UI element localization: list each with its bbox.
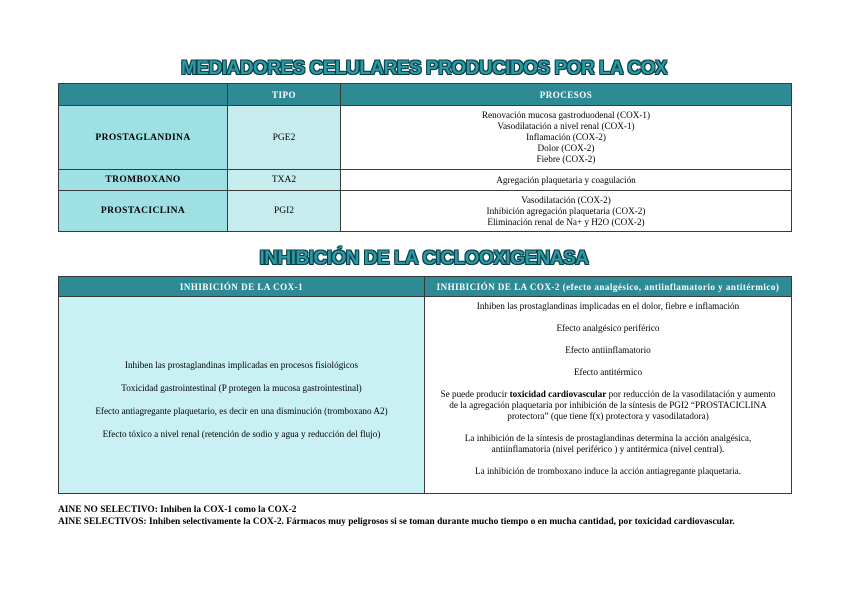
cox2-cell <box>425 297 792 494</box>
row-tipo: PGE2 <box>228 106 341 170</box>
header-cox1: INHIBICIÓN DE LA COX-1 <box>59 277 425 297</box>
proceso-line: Vasodilatación (COX-2) <box>521 194 611 205</box>
cox1-line: Toxicidad gastrointestinal (P protegen la mucosa gastrointestinal) <box>121 383 362 393</box>
footer-label: AINE SELECTIVOS <box>58 517 144 527</box>
table-row <box>59 297 792 494</box>
row-procesos <box>341 106 792 170</box>
table-row <box>59 106 792 170</box>
proceso-line: Eliminación renal de Na+ y H2O (COX-2) <box>487 216 645 227</box>
cox1-cell <box>59 297 425 494</box>
cox2-text: Se puede producir <box>440 389 510 399</box>
row-category: TROMBOXANO <box>59 170 228 191</box>
row-procesos <box>341 170 792 191</box>
footer-text: : Inhiben selectivamente la COX-2. Fármacos muy peligrosos si se toman durante mucho tiempo o en mucha cantidad, por toxicidad cardiovascular. <box>143 517 735 527</box>
proceso-line: Inhibición agregación plaquetaria (COX-2) <box>486 205 646 216</box>
section-title: INHIBICIÓN DE LA CICLOOXIGENASA <box>259 248 589 269</box>
cox2-toxicity-paragraph <box>439 389 777 422</box>
footer-text: : Inhiben la COX-1 como la COX-2 <box>154 505 297 515</box>
proceso-line: Agregación plaquetaria y coagulación <box>496 174 636 185</box>
header-procesos: PROCESOS <box>341 84 792 106</box>
cox2-line: La inhibición de tromboxano induce la acción antiagregante plaquetaria. <box>474 466 742 476</box>
cox2-line: La inhibición de la síntesis de prostaglandinas determina la acción analgésica, antiinflamatoria (nivel periférico ) y antitérmica (nivel central). <box>464 433 752 454</box>
cox2-text: por reducción de la vasodilatación y aumento de la agregación plaquetaria por inhibición de la síntesis de PGI2 “PROSTACICLINA protectora” (que tiene f(x) protectora y vasodilatadora) <box>449 389 776 421</box>
inhibition-table <box>58 276 792 494</box>
mediators-table <box>58 83 792 232</box>
row-category: PROSTAGLANDINA <box>59 106 228 170</box>
table-row <box>59 170 792 191</box>
cox2-bold-text: toxicidad cardiovascular <box>509 389 607 399</box>
cox2-line: Efecto antiinflamatorio <box>565 345 651 355</box>
cox1-line: Efecto antiagregante plaquetario, es decir en una disminución (tromboxano A2) <box>95 406 388 416</box>
proceso-line: Renovación mucosa gastroduodenal (COX-1) <box>481 110 651 120</box>
proceso-line: Dolor (COX-2) <box>537 143 595 153</box>
proceso-line: Vasodilatación a nivel renal (COX-1) <box>497 121 635 131</box>
cox2-line: Inhiben las prostaglandinas implicadas en el dolor, fiebre e inflamación <box>476 301 740 311</box>
row-category: PROSTACICLINA <box>59 191 228 232</box>
row-tipo: PGI2 <box>228 191 341 232</box>
table-header-row <box>59 84 792 106</box>
proceso-line: Inflamación (COX-2) <box>526 132 606 142</box>
page-title: MEDIADORES CELULARES PRODUCIDOS POR LA COX <box>180 58 668 79</box>
footer-note-selective <box>58 517 735 527</box>
cox1-line: Inhiben las prostaglandinas implicadas en procesos fisiológicos <box>124 360 359 370</box>
row-tipo: TXA2 <box>228 170 341 191</box>
proceso-line: Fiebre (COX-2) <box>536 154 596 164</box>
header-tipo: TIPO <box>228 84 341 106</box>
header-empty <box>59 84 228 106</box>
footer-note-nonselective <box>58 505 296 515</box>
footer-label: AINE NO SELECTIVO <box>58 505 155 515</box>
cox2-line: Efecto analgésico periférico <box>556 323 660 333</box>
table-header-row <box>59 277 792 297</box>
row-procesos <box>341 191 792 232</box>
cox1-line: Efecto tóxico a nivel renal (retención de sodio y agua y reducción del flujo) <box>102 429 381 439</box>
table-row <box>59 191 792 232</box>
header-cox2: INHIBICIÓN DE LA COX-2 (efecto analgésico, antiinflamatorio y antitérmico) <box>425 277 792 297</box>
cox2-line: Efecto antitérmico <box>573 367 643 377</box>
